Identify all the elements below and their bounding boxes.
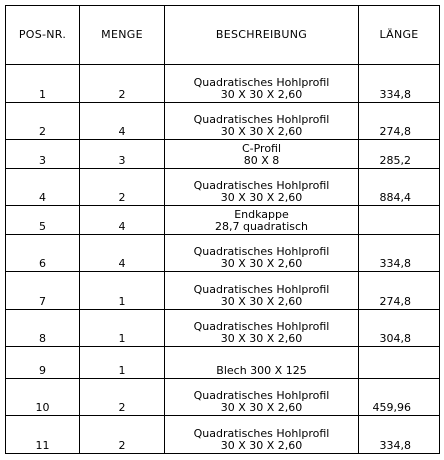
desc-line-1: Quadratisches Hohlprofil bbox=[193, 389, 330, 403]
desc-line-1: Quadratisches Hohlprofil bbox=[193, 320, 330, 334]
table-row bbox=[6, 234, 440, 272]
cell-pos: 9 bbox=[6, 347, 80, 378]
table-row bbox=[6, 416, 440, 454]
desc-line-1: Quadratisches Hohlprofil bbox=[193, 245, 330, 259]
desc-line-2: 80 X 8 bbox=[243, 153, 280, 167]
cell-menge: 1 bbox=[80, 272, 165, 310]
cell-beschreibung bbox=[165, 140, 359, 168]
cell-laenge: 334,8 bbox=[359, 234, 440, 272]
cell-beschreibung bbox=[165, 206, 359, 234]
cell-laenge bbox=[359, 347, 440, 378]
cell-beschreibung bbox=[165, 168, 359, 206]
desc-line-2: 30 X 30 X 2,60 bbox=[220, 257, 303, 271]
cell-beschreibung bbox=[165, 309, 359, 347]
desc-line-2: 30 X 30 X 2,60 bbox=[220, 294, 303, 308]
cell-beschreibung bbox=[165, 102, 359, 140]
desc-line-1: Quadratisches Hohlprofil bbox=[193, 282, 330, 296]
desc-line-2: 30 X 30 X 2,60 bbox=[220, 191, 303, 205]
cell-menge: 2 bbox=[80, 168, 165, 206]
desc-line-2: 30 X 30 X 2,60 bbox=[220, 439, 303, 452]
cell-laenge bbox=[359, 206, 440, 234]
cell-pos: 4 bbox=[6, 168, 80, 206]
desc-line-1: Quadratisches Hohlprofil bbox=[193, 179, 330, 193]
cell-menge: 1 bbox=[80, 347, 165, 378]
parts-list-table bbox=[5, 5, 440, 454]
cell-pos: 5 bbox=[6, 206, 80, 234]
cell-menge: 4 bbox=[80, 206, 165, 234]
header-menge: MENGE bbox=[80, 6, 165, 65]
header-pos: POS-NR. bbox=[6, 6, 80, 65]
desc-line-1: Blech 300 X 125 bbox=[216, 363, 307, 377]
table-row bbox=[6, 347, 440, 378]
table-row bbox=[6, 102, 440, 140]
cell-pos: 2 bbox=[6, 102, 80, 140]
cell-laenge: 884,4 bbox=[359, 168, 440, 206]
cell-pos: 11 bbox=[6, 416, 80, 454]
table-row bbox=[6, 272, 440, 310]
header-row bbox=[6, 6, 440, 65]
cell-menge: 3 bbox=[80, 140, 165, 168]
cell-menge: 2 bbox=[80, 65, 165, 103]
cell-pos: 1 bbox=[6, 65, 80, 103]
table-row bbox=[6, 206, 440, 234]
desc-line-1: C-Profil bbox=[241, 141, 282, 155]
cell-laenge: 334,8 bbox=[359, 65, 440, 103]
cell-pos: 6 bbox=[6, 234, 80, 272]
desc-line-2: 28,7 quadratisch bbox=[214, 219, 309, 233]
cell-laenge: 304,8 bbox=[359, 309, 440, 347]
header-beschreibung: BESCHREIBUNG bbox=[165, 6, 359, 65]
cell-menge: 2 bbox=[80, 378, 165, 416]
table-row bbox=[6, 140, 440, 168]
cell-menge: 4 bbox=[80, 234, 165, 272]
desc-line-1: Endkappe bbox=[234, 207, 289, 221]
cell-pos: 7 bbox=[6, 272, 80, 310]
cell-beschreibung bbox=[165, 347, 359, 378]
desc-line-2: 30 X 30 X 2,60 bbox=[220, 87, 303, 101]
cell-pos: 10 bbox=[6, 378, 80, 416]
cell-menge: 4 bbox=[80, 102, 165, 140]
cell-beschreibung bbox=[165, 378, 359, 416]
table-row bbox=[6, 309, 440, 347]
cell-beschreibung bbox=[165, 65, 359, 103]
table-row bbox=[6, 378, 440, 416]
desc-line-1: Quadratisches Hohlprofil bbox=[193, 75, 330, 89]
cell-menge: 1 bbox=[80, 309, 165, 347]
cell-laenge: 334,8 bbox=[359, 416, 440, 454]
cell-beschreibung bbox=[165, 416, 359, 454]
cell-laenge: 274,8 bbox=[359, 102, 440, 140]
cell-beschreibung bbox=[165, 234, 359, 272]
cell-laenge: 274,8 bbox=[359, 272, 440, 310]
cell-pos: 3 bbox=[6, 140, 80, 168]
table-row bbox=[6, 168, 440, 206]
cell-laenge: 459,96 bbox=[359, 378, 440, 416]
desc-line-2: 30 X 30 X 2,60 bbox=[220, 332, 303, 346]
cell-menge: 2 bbox=[80, 416, 165, 454]
header-laenge: LÄNGE bbox=[359, 6, 440, 65]
desc-line-2: 30 X 30 X 2,60 bbox=[220, 401, 303, 415]
desc-line-2: 30 X 30 X 2,60 bbox=[220, 125, 303, 139]
cell-beschreibung bbox=[165, 272, 359, 310]
desc-line-1: Quadratisches Hohlprofil bbox=[193, 113, 330, 127]
cell-laenge: 285,2 bbox=[359, 140, 440, 168]
table-row bbox=[6, 65, 440, 103]
desc-line-1: Quadratisches Hohlprofil bbox=[193, 427, 330, 440]
cell-pos: 8 bbox=[6, 309, 80, 347]
